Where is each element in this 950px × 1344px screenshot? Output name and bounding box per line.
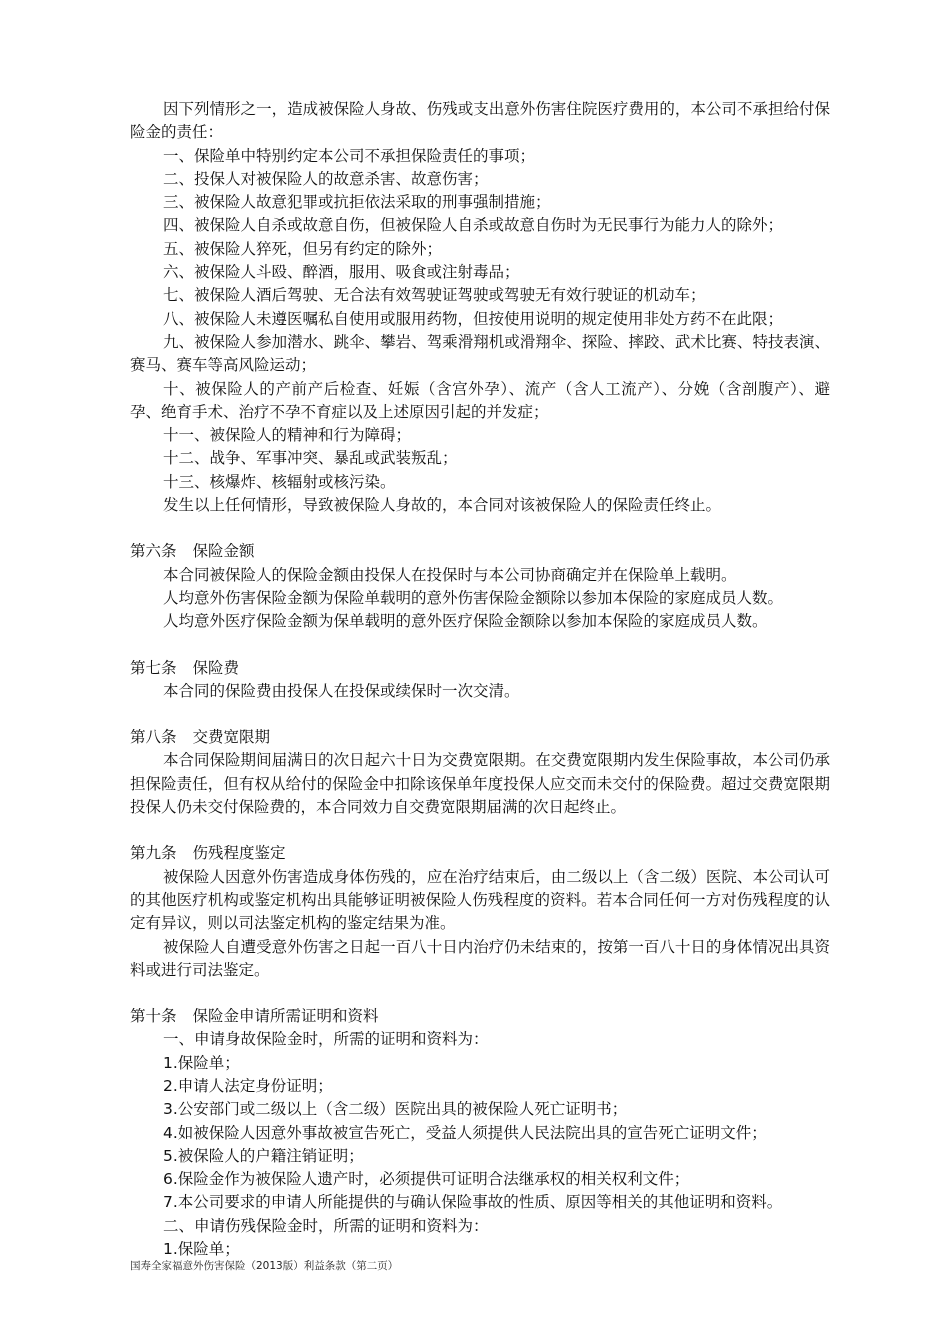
- article-heading: [130, 657, 830, 680]
- article-heading: [130, 726, 830, 749]
- article-6: [130, 540, 830, 633]
- article-paragraph: 被保险人因意外伤害造成身体伤残的，应在治疗结束后，由二级以上（含二级）医院、本公司认可的其他医疗机构或鉴定机构出具能够证明被保险人伤残程度的资料。若本合同任何一方对伤残程度的认定有异议，则以司法鉴定机构的鉴定结果为准。: [130, 867, 830, 933]
- exclusion-item: 一、保险单中特别约定本公司不承担保险责任的事项；: [163, 146, 536, 165]
- exclusion-item: 七、被保险人酒后驾驶、无合法有效驾驶证驾驶或驾驶无有效行驶证的机动车；: [163, 286, 706, 305]
- death-claim-item: 6.保险金作为被保险人遗产时，必须提供可证明合法继承权的相关权利文件；: [163, 1170, 690, 1189]
- article-title: 交费宽限期: [192, 728, 271, 747]
- article-number: 第六条: [130, 542, 177, 561]
- article-10: [130, 1005, 830, 1261]
- article-paragraph: 本合同被保险人的保险金额由投保人在投保时与本公司协商确定并在保险单上载明。: [163, 565, 737, 584]
- article-9: [130, 842, 830, 982]
- exclusion-item: 二、投保人对被保险人的故意杀害、故意伤害；: [163, 169, 489, 188]
- article-8: [130, 726, 830, 819]
- death-claim-item: 2.申请人法定身份证明；: [163, 1076, 333, 1095]
- death-claim-item: 7.本公司要求的申请人所能提供的与确认保险事故的性质、原因等相关的其他证明和资料。: [163, 1193, 783, 1212]
- article-paragraph: 人均意外医疗保险金额为保单载明的意外医疗保险金额除以参加本保险的家庭成员人数。: [163, 612, 768, 631]
- disability-claim-item: 1.保险单；: [163, 1240, 240, 1259]
- document-body: [130, 98, 830, 1261]
- article-paragraph: 本合同的保险费由投保人在投保或续保时一次交清。: [163, 681, 520, 700]
- exclusions-intro: 因下列情形之一，造成被保险人身故、伤残或支出意外伤害住院医疗费用的，本公司不承担给付保险金的责任：: [130, 100, 830, 142]
- death-claim-intro: 一、申请身故保险金时，所需的证明和资料为：: [163, 1030, 489, 1049]
- exclusions-conclusion: 发生以上任何情形，导致被保险人身故的，本合同对该被保险人的保险责任终止。: [163, 496, 722, 515]
- article-paragraph: 本合同保险期间届满日的次日起六十日为交费宽限期。在交费宽限期内发生保险事故，本公司仍承担保险责任，但有权从给付的保险金中扣除该保单年度投保人应交而未交付的保险费。超过交费宽限期投保人仍未交付保险费的，本合同效力自交费宽限期届满的次日起终止。: [130, 751, 830, 817]
- exclusion-item: 五、被保险人猝死，但另有约定的除外；: [163, 239, 443, 258]
- article-heading: [130, 540, 830, 563]
- death-claim-item: 3.公安部门或二级以上（含二级）医院出具的被保险人死亡证明书；: [163, 1100, 628, 1119]
- exclusion-item: 六、被保险人斗殴、醉酒，服用、吸食或注射毒品；: [163, 263, 520, 282]
- article-title: 保险费: [192, 658, 240, 677]
- page-footer: 国寿全家福意外伤害保险（2013版）利益条款（第二页）: [130, 1260, 399, 1272]
- exclusion-item: 四、被保险人自杀或故意自伤，但被保险人自杀或故意自伤时为无民事行为能力人的除外；: [163, 216, 784, 235]
- exclusion-item: 十二、战争、军事冲突、暴乱或武装叛乱；: [163, 449, 458, 468]
- article-number: 第八条: [130, 728, 177, 747]
- exclusions-section: [130, 98, 830, 517]
- article-title: 伤残程度鉴定: [192, 844, 286, 863]
- exclusion-item: 三、被保险人故意犯罪或抗拒依法采取的刑事强制措施；: [163, 193, 551, 212]
- article-paragraph: 人均意外伤害保险金额为保险单载明的意外伤害保险金额除以参加本保险的家庭成员人数。: [163, 588, 784, 607]
- article-7: [130, 657, 830, 704]
- article-paragraph: 被保险人自遭受意外伤害之日起一百八十日内治疗仍未结束的，按第一百八十日的身体情况出具资料或进行司法鉴定。: [130, 937, 830, 979]
- death-claim-item: 4.如被保险人因意外事故被宣告死亡，受益人须提供人民法院出具的宣告死亡证明文件；: [163, 1123, 767, 1142]
- article-heading: [130, 1005, 830, 1028]
- exclusion-item: 十一、被保险人的精神和行为障碍；: [163, 426, 412, 445]
- exclusion-item: 八、被保险人未遵医嘱私自使用或服用药物，但按使用说明的规定使用非处方药不在此限；: [163, 309, 784, 328]
- article-title: 保险金申请所需证明和资料: [192, 1007, 379, 1026]
- article-title: 保险金额: [192, 542, 255, 561]
- exclusion-item: 十、被保险人的产前产后检查、妊娠（含宫外孕）、流产（含人工流产）、分娩（含剖腹产）、避孕、绝育手术、治疗不孕不育症以及上述原因引起的并发症；: [130, 379, 830, 421]
- article-number: 第十条: [130, 1007, 177, 1026]
- article-number: 第七条: [130, 658, 177, 677]
- death-claim-item: 5.被保险人的户籍注销证明；: [163, 1146, 364, 1165]
- exclusion-item: 十三、核爆炸、核辐射或核污染。: [163, 472, 396, 491]
- death-claim-item: 1.保险单；: [163, 1053, 240, 1072]
- article-number: 第九条: [130, 844, 177, 863]
- disability-claim-intro: 二、申请伤残保险金时，所需的证明和资料为：: [163, 1216, 489, 1235]
- article-heading: [130, 842, 830, 865]
- exclusion-item: 九、被保险人参加潜水、跳伞、攀岩、驾乘滑翔机或滑翔伞、探险、摔跤、武术比赛、特技表演、赛马、赛车等高风险运动；: [130, 332, 830, 375]
